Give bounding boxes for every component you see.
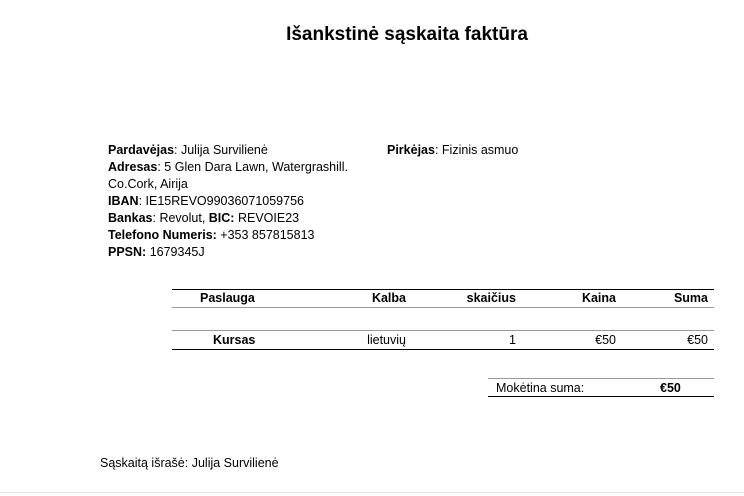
seller-name-label: Pardavėjas <box>108 143 175 157</box>
total-top-rule <box>488 378 714 379</box>
page-edge-divider <box>0 492 744 493</box>
total-label: Mokėtina suma: <box>496 381 585 395</box>
signed-value: Julija Survilienė <box>191 456 279 470</box>
seller-address-row: Adresas: 5 Glen Dara Lawn, Watergrashill. <box>108 160 348 174</box>
seller-ppsn-label: PPSN: <box>108 245 147 259</box>
total-row <box>488 381 714 397</box>
seller-ppsn-row <box>108 244 348 261</box>
seller-bic-value: REVOIE23 <box>237 211 300 225</box>
table-bottom-rule <box>172 349 714 350</box>
buyer-label: Pirkėjas <box>387 143 435 157</box>
row-price: €50 <box>595 333 616 347</box>
header-count: skaičius <box>466 291 516 305</box>
signed-by <box>100 456 279 470</box>
seller-name-row: Pardavėjas: Julija Survilienė <box>108 143 268 157</box>
header-service: Paslauga <box>200 291 255 305</box>
header-language: Kalba <box>371 291 406 305</box>
seller-phone-value: +353 857815813 <box>220 228 315 242</box>
seller-address-line2: Co.Cork, Airija <box>108 177 188 191</box>
seller-bank-label: Bankas <box>108 211 153 225</box>
table-top-rule <box>172 289 714 290</box>
row-language: lietuvių <box>367 333 406 347</box>
seller-phone-row <box>108 227 348 244</box>
table-row-top-rule <box>172 330 714 331</box>
header-price: Kaina <box>581 291 616 305</box>
seller-bank-row: Bankas: Revolut, BIC: REVOIE23 <box>108 211 300 225</box>
signed-label: Sąskaitą išrašė: <box>100 456 189 470</box>
table-header-rule <box>172 307 714 308</box>
header-sum: Suma <box>673 291 708 305</box>
total-value: €50 <box>660 381 681 395</box>
seller-ppsn-value: 1679345J <box>149 245 205 259</box>
total-bottom-rule <box>488 396 714 397</box>
seller-info <box>108 142 348 261</box>
buyer-info <box>387 142 518 159</box>
seller-phone-label: Telefono Numeris: <box>108 228 217 242</box>
seller-iban-value: IE15REVO99036071059756 <box>145 194 304 208</box>
row-count: 1 <box>509 333 516 347</box>
row-service: Kursas <box>213 333 256 347</box>
seller-iban-label: IBAN <box>108 194 139 208</box>
seller-address-line1: 5 Glen Dara Lawn, Watergrashill. <box>164 160 348 174</box>
seller-iban-row: IBAN: IE15REVO99036071059756 <box>108 194 304 208</box>
table-header <box>172 291 714 307</box>
seller-bank-value: Revolut, <box>159 211 206 225</box>
document-title: Išankstinė sąskaita faktūra <box>286 24 528 45</box>
row-sum: €50 <box>687 333 708 347</box>
seller-name-value: Julija Survilienė <box>180 143 268 157</box>
seller-address-label: Adresas <box>108 160 158 174</box>
buyer-value: Fizinis asmuo <box>441 143 519 157</box>
seller-bic-label: BIC: <box>208 211 235 225</box>
buyer-row: Pirkėjas: Fizinis asmuo <box>387 143 519 157</box>
table-row <box>172 333 714 349</box>
